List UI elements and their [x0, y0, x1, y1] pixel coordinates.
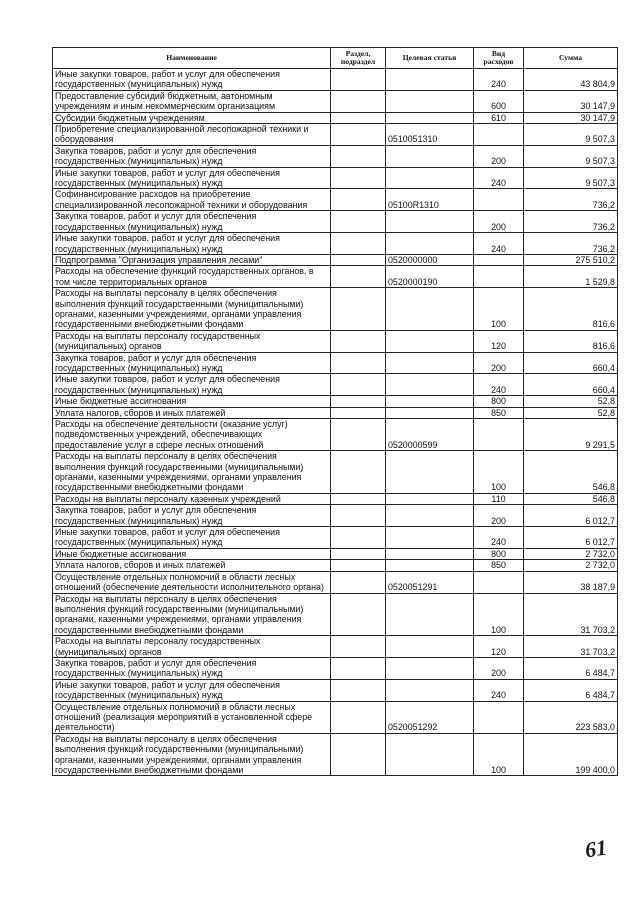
- cell-target: [386, 505, 474, 527]
- cell-section: [331, 233, 386, 255]
- table-row: [53, 167, 618, 189]
- table-body: [53, 69, 618, 776]
- cell-kind: 610: [474, 112, 524, 123]
- table-row: [53, 505, 618, 527]
- cell-target: [386, 167, 474, 189]
- table-row: [53, 657, 618, 679]
- table-row: [53, 733, 618, 776]
- cell-section: [331, 288, 386, 331]
- cell-target: [386, 145, 474, 167]
- cell-section: [331, 733, 386, 776]
- cell-sum: 6 484,7: [524, 679, 618, 701]
- cell-target: [386, 679, 474, 701]
- cell-target: 05100R1310: [386, 189, 474, 211]
- cell-kind: [474, 266, 524, 288]
- cell-kind: 110: [474, 493, 524, 504]
- cell-section: [331, 112, 386, 123]
- cell-section: [331, 636, 386, 658]
- cell-section: [331, 352, 386, 374]
- cell-section: [331, 560, 386, 571]
- cell-kind: 120: [474, 636, 524, 658]
- cell-target: 0510051310: [386, 124, 474, 146]
- cell-kind: 100: [474, 288, 524, 331]
- cell-target: 0520000599: [386, 419, 474, 451]
- cell-sum: 816,6: [524, 330, 618, 352]
- cell-target: [386, 352, 474, 374]
- cell-kind: 240: [474, 167, 524, 189]
- cell-target: 0520051292: [386, 701, 474, 733]
- cell-name: Закупка товаров, работ и услуг для обеспечения государственных (муниципальных) нужд: [53, 352, 331, 374]
- cell-name: Расходы на выплаты персоналу государственных (муниципальных) органов: [53, 636, 331, 658]
- cell-sum: 52,8: [524, 396, 618, 407]
- header-target: Целевая статья: [386, 48, 474, 69]
- cell-target: [386, 69, 474, 91]
- cell-sum: 31 703,2: [524, 593, 618, 636]
- cell-sum: 1 529,8: [524, 266, 618, 288]
- cell-sum: 660,4: [524, 374, 618, 396]
- cell-name: Расходы на обеспечение функций государственных органов, в том числе территориальных органов: [53, 266, 331, 288]
- table-row: [53, 145, 618, 167]
- table-row: [53, 593, 618, 636]
- cell-section: [331, 254, 386, 265]
- cell-sum: 9 507,3: [524, 124, 618, 146]
- cell-section: [331, 548, 386, 559]
- cell-name: Расходы на выплаты персоналу в целях обеспечения выполнения функций государственными (муниципальными) органами, казенными учреждениями, органами управления государственными внебюджетными фондами: [53, 593, 331, 636]
- cell-name: Иные закупки товаров, работ и услуг для обеспечения государственных (муниципальных) нужд: [53, 167, 331, 189]
- table-row: [53, 374, 618, 396]
- table-row: [53, 396, 618, 407]
- cell-target: [386, 548, 474, 559]
- cell-sum: 52,8: [524, 407, 618, 418]
- table-row: [53, 419, 618, 451]
- cell-target: [386, 527, 474, 549]
- cell-section: [331, 679, 386, 701]
- cell-target: 0520051291: [386, 571, 474, 593]
- cell-sum: 6 012,7: [524, 505, 618, 527]
- cell-section: [331, 701, 386, 733]
- cell-section: [331, 527, 386, 549]
- cell-section: [331, 419, 386, 451]
- cell-name: Расходы на выплаты персоналу в целях обеспечения выполнения функций государственными (муниципальными) органами, казенными учреждениями, органами управления государственными внебюджетными фондами: [53, 733, 331, 776]
- cell-name: Закупка товаров, работ и услуг для обеспечения государственных (муниципальных) нужд: [53, 657, 331, 679]
- cell-target: [386, 593, 474, 636]
- cell-kind: [474, 254, 524, 265]
- cell-kind: 100: [474, 451, 524, 494]
- cell-sum: 736,2: [524, 233, 618, 255]
- cell-target: [386, 374, 474, 396]
- cell-sum: 9 507,3: [524, 167, 618, 189]
- cell-kind: [474, 419, 524, 451]
- cell-section: [331, 374, 386, 396]
- header-name: Наименование: [53, 48, 331, 69]
- cell-name: Расходы на выплаты персоналу государственных (муниципальных) органов: [53, 330, 331, 352]
- cell-kind: 240: [474, 69, 524, 91]
- table-row: [53, 527, 618, 549]
- cell-name: Осуществление отдельных полномочий в области лесных отношений (обеспечение деятельности исполнительного органа): [53, 571, 331, 593]
- cell-target: [386, 90, 474, 112]
- cell-name: Расходы на обеспечение деятельности (оказание услуг) подведомственных учреждений, обеспечивающих предоставление услуг в сфере лесных отношений: [53, 419, 331, 451]
- cell-sum: 6 484,7: [524, 657, 618, 679]
- cell-sum: 223 583,0: [524, 701, 618, 733]
- cell-section: [331, 493, 386, 504]
- cell-kind: 100: [474, 733, 524, 776]
- cell-sum: 199 400,0: [524, 733, 618, 776]
- cell-section: [331, 451, 386, 494]
- cell-name: Закупка товаров, работ и услуг для обеспечения государственных (муниципальных) нужд: [53, 145, 331, 167]
- cell-target: [386, 451, 474, 494]
- page-number: 61: [583, 834, 609, 863]
- cell-target: [386, 396, 474, 407]
- cell-name: Иные закупки товаров, работ и услуг для обеспечения государственных (муниципальных) нужд: [53, 233, 331, 255]
- cell-kind: 200: [474, 352, 524, 374]
- cell-sum: 43 804,9: [524, 69, 618, 91]
- cell-name: Иные закупки товаров, работ и услуг для обеспечения государственных (муниципальных) нужд: [53, 69, 331, 91]
- cell-kind: [474, 189, 524, 211]
- cell-sum: 2 732,0: [524, 548, 618, 559]
- cell-name: Закупка товаров, работ и услуг для обеспечения государственных (муниципальных) нужд: [53, 211, 331, 233]
- cell-kind: [474, 124, 524, 146]
- cell-sum: 2 732,0: [524, 560, 618, 571]
- cell-name: Осуществление отдельных полномочий в области лесных отношений (реализация мероприятий в установленной сфере деятельности): [53, 701, 331, 733]
- cell-sum: 816,6: [524, 288, 618, 331]
- cell-kind: 100: [474, 593, 524, 636]
- cell-sum: 736,2: [524, 189, 618, 211]
- cell-sum: 9 291,5: [524, 419, 618, 451]
- cell-kind: 800: [474, 548, 524, 559]
- cell-name: Приобретение специализированной лесопожарной техники и оборудования: [53, 124, 331, 146]
- cell-target: [386, 560, 474, 571]
- cell-kind: 200: [474, 657, 524, 679]
- cell-kind: 850: [474, 407, 524, 418]
- cell-kind: 240: [474, 527, 524, 549]
- cell-target: [386, 733, 474, 776]
- cell-sum: 275 510,2: [524, 254, 618, 265]
- cell-section: [331, 505, 386, 527]
- cell-kind: 200: [474, 211, 524, 233]
- cell-kind: [474, 701, 524, 733]
- cell-name: Софинансирование расходов на приобретение специализированной лесопожарной техники и оборудования: [53, 189, 331, 211]
- cell-sum: 6 012,7: [524, 527, 618, 549]
- cell-sum: 546,8: [524, 493, 618, 504]
- cell-section: [331, 211, 386, 233]
- cell-sum: 30 147,9: [524, 112, 618, 123]
- cell-name: Подпрограмма "Организация управления лесами": [53, 254, 331, 265]
- cell-section: [331, 396, 386, 407]
- table-row: [53, 254, 618, 265]
- cell-section: [331, 69, 386, 91]
- cell-kind: 200: [474, 145, 524, 167]
- cell-section: [331, 407, 386, 418]
- cell-sum: 38 187,9: [524, 571, 618, 593]
- cell-kind: 240: [474, 679, 524, 701]
- cell-kind: 240: [474, 233, 524, 255]
- table-row: [53, 352, 618, 374]
- cell-target: [386, 112, 474, 123]
- cell-target: [386, 493, 474, 504]
- table-row: [53, 407, 618, 418]
- header-kind: Вид расходов: [474, 48, 524, 69]
- cell-section: [331, 330, 386, 352]
- cell-sum: 736,2: [524, 211, 618, 233]
- cell-name: Расходы на выплаты персоналу в целях обеспечения выполнения функций государственными (муниципальными) органами, казенными учреждениями, органами управления государственными внебюджетными фондами: [53, 288, 331, 331]
- cell-target: [386, 407, 474, 418]
- table-row: [53, 451, 618, 494]
- cell-name: Иные бюджетные ассигнования: [53, 548, 331, 559]
- cell-section: [331, 266, 386, 288]
- cell-section: [331, 90, 386, 112]
- cell-kind: 200: [474, 505, 524, 527]
- table-row: [53, 493, 618, 504]
- cell-kind: 800: [474, 396, 524, 407]
- cell-section: [331, 189, 386, 211]
- cell-target: [386, 636, 474, 658]
- cell-sum: 660,4: [524, 352, 618, 374]
- cell-name: Закупка товаров, работ и услуг для обеспечения государственных (муниципальных) нужд: [53, 505, 331, 527]
- cell-target: [386, 211, 474, 233]
- cell-name: Иные закупки товаров, работ и услуг для обеспечения государственных (муниципальных) нужд: [53, 527, 331, 549]
- header-sum: Сумма: [524, 48, 618, 69]
- cell-section: [331, 571, 386, 593]
- cell-kind: 600: [474, 90, 524, 112]
- cell-sum: 546,8: [524, 451, 618, 494]
- table-row: [53, 233, 618, 255]
- cell-sum: 31 703,2: [524, 636, 618, 658]
- cell-section: [331, 145, 386, 167]
- cell-name: Иные бюджетные ассигнования: [53, 396, 331, 407]
- table-row: [53, 211, 618, 233]
- table-row: [53, 330, 618, 352]
- cell-target: [386, 330, 474, 352]
- header-section: Раздел, подраздел: [331, 48, 386, 69]
- cell-name: Расходы на выплаты персоналу в целях обеспечения выполнения функций государственными (муниципальными) органами, казенными учреждениями, органами управления государственными внебюджетными фондами: [53, 451, 331, 494]
- cell-section: [331, 657, 386, 679]
- table-row: [53, 90, 618, 112]
- table-row: [53, 679, 618, 701]
- table-row: [53, 701, 618, 733]
- cell-target: [386, 288, 474, 331]
- cell-sum: 9 507,3: [524, 145, 618, 167]
- cell-target: [386, 233, 474, 255]
- table-row: [53, 560, 618, 571]
- cell-section: [331, 593, 386, 636]
- cell-name: Иные закупки товаров, работ и услуг для обеспечения государственных (муниципальных) нужд: [53, 679, 331, 701]
- table-row: [53, 571, 618, 593]
- cell-section: [331, 124, 386, 146]
- cell-name: Иные закупки товаров, работ и услуг для обеспечения государственных (муниципальных) нужд: [53, 374, 331, 396]
- table-row: [53, 112, 618, 123]
- cell-sum: 30 147,9: [524, 90, 618, 112]
- cell-section: [331, 167, 386, 189]
- budget-table: [52, 47, 618, 776]
- cell-target: [386, 657, 474, 679]
- cell-target: 0520000190: [386, 266, 474, 288]
- cell-kind: 240: [474, 374, 524, 396]
- cell-name: Расходы на выплаты персоналу казенных учреждений: [53, 493, 331, 504]
- table-row: [53, 124, 618, 146]
- cell-name: Субсидии бюджетным учреждениям: [53, 112, 331, 123]
- cell-name: Уплата налогов, сборов и иных платежей: [53, 407, 331, 418]
- table-row: [53, 69, 618, 91]
- cell-kind: 120: [474, 330, 524, 352]
- table-row: [53, 266, 618, 288]
- table-row: [53, 548, 618, 559]
- cell-kind: [474, 571, 524, 593]
- cell-target: 0520000000: [386, 254, 474, 265]
- cell-kind: 850: [474, 560, 524, 571]
- table-header-row: [53, 48, 618, 69]
- table-row: [53, 636, 618, 658]
- cell-name: Предоставление субсидий бюджетным, автономным учреждениям и иным некоммерческим организациям: [53, 90, 331, 112]
- table-row: [53, 288, 618, 331]
- table-row: [53, 189, 618, 211]
- cell-name: Уплата налогов, сборов и иных платежей: [53, 560, 331, 571]
